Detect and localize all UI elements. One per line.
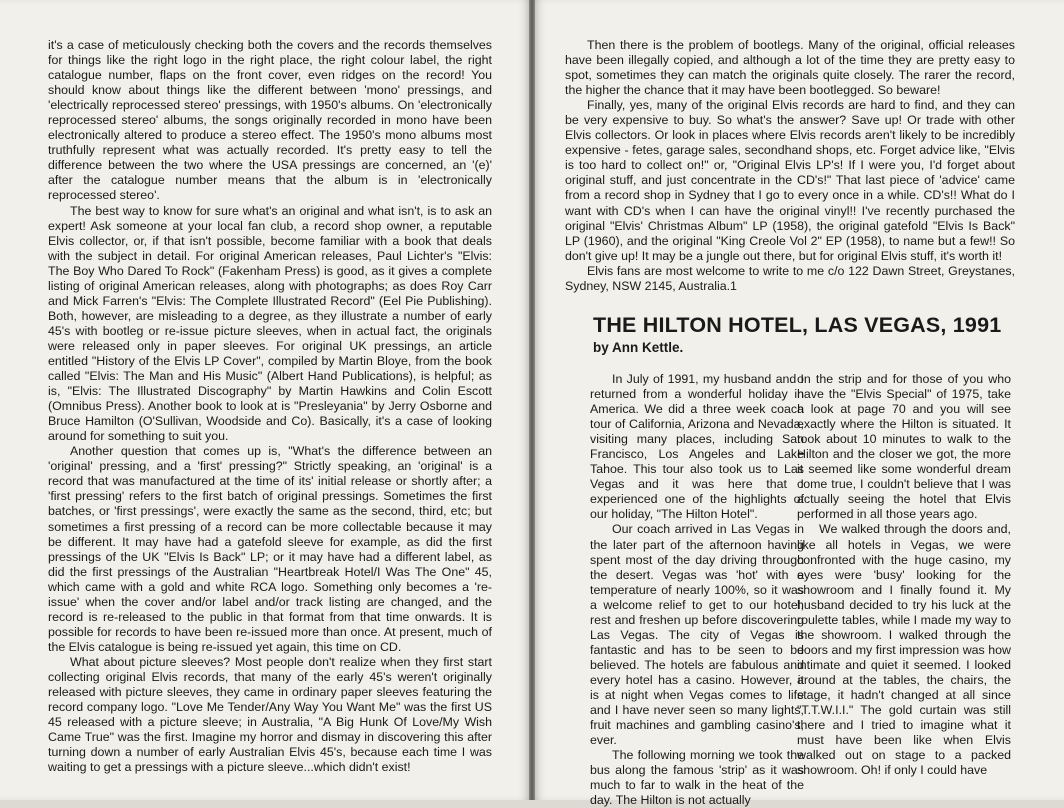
article-column-1 <box>590 372 804 808</box>
paragraph: What about picture sleeves? Most people don't realize when they first start collecting original Elvis records, that many of the early 45's weren't originally released with picture sleeves, they came in ordinary paper sleeves featuring the record company logo. "Love Me Tender/Any Way You Want Me" was the first US 45 released with a picture sleeve; in Australia, "A Big Hunk Of Love/My Wish Came True" was the first. Imagine my horror and dismay in discovering this after turning down a number of early Australian Elvis 45's, because each time I was waiting to get a pressings with a picture sleeve...which didn't exist! <box>48 654 492 775</box>
paragraph: Our coach arrived in Las Vegas in the later part of the afternoon having spent most of the day driving through the desert. Vegas was 'hot' with a temperature of nearly 100%, so it was a welcome relief to get to our hotel, rest and freshen up before discovering Las Vegas. The city of Vegas is fantastic and has to be seen to be believed. The hotels are fabulous and every hotel has a casino. However, it is at night when Vegas comes to life and I have never seen so many lights, fruit machines and gambling casino's, ever. <box>590 522 804 748</box>
paragraph: We walked through the doors and, like all hotels in Vegas, we were confronted with the huge casino, my eyes were 'busy' looking for the showroom and I finally found it. My husband decided to try his luck at the roulette tables, while I made my way to the showroom. I walked through the doors and my first impression was how intimate and quiet it seemed. I looked around at the tables, the chairs, the stage, it hadn't changed at all since "T.T.W.I.I." The gold curtain was still there and I tried to imagine what it must have been like when Elvis walked out on stage to a packed showroom. Oh! if only I could have <box>797 522 1011 778</box>
article-title: THE HILTON HOTEL, LAS VEGAS, 1991 <box>593 313 1002 337</box>
article-byline: by Ann Kettle. <box>593 340 684 355</box>
paragraph: on the strip and for those of you who have the "Elvis Special" of 1975, take a look at page 70 and you will see exactly where the Hilton is situated. It took about 10 minutes to walk to the Hilton and the closer we got, the more it seemed like some wonderful dream come true, I couldn't believe that I was actually seeing the hotel that Elvis performed in all those years ago. <box>797 372 1011 522</box>
paragraph: it's a case of meticulously checking both the covers and the records themselves for things like the right logo in the right place, the right colour label, the right catalogue number, flaps on the front cover, even ridges on the record! You should know about things like the different between 'mono' pressings, and 'electrically reprocessed stereo' pressings, with 1950's albums. On 'electronically reprocessed stereo' albums, the songs originally recorded in mono have been electronically altered to produce a stereo effect. The 1950's mono albums most truthfully represent what was actually recorded. It's pretty easy to tell the difference between the two where the USA pressings are concerned, an '(e)' after the catalogue number means that the album is in 'electronically reprocessed stereo'. <box>48 38 492 203</box>
paragraph: The best way to know for sure what's an original and what isn't, is to ask an expert! Ask someone at your local fan club, a record shop owner, a reputable Elvis collector, or, if that isn't possible, become familiar with a book that deals with the subject in detail. For original American releases, Paul Lichter's "Elvis: The Boy Who Dared To Rock" (Fakenham Press) is good, as it gives a complete listing of original American releases, along with photographs; as does Roy Carr and Mick Farren's "Elvis: The Complete Illustrated Record" (Eel Pie Publishing). Both, however, are misleading to a degree, as they illustrate a number of early 45's with bootleg or re-issue picture sleeves, when in actual fact, the originals were released only in paper sleeves. For original UK pressings, an article entitled "History of the Elvis LP Cover", compiled by Martin Bloye, from the book called "Elvis: The Man and His Music" (Albert Hand Publications), is helpful; as is, "Elvis: The Illustrated Discography" by Martin Hawkins and Colin Escott (Omnibus Press). Another book to look at is "Presleyania" by Jerry Osborne and Bruce Hamilton (O'Sullivan, Woodside and Co). Basically, it's a case of looking around for something to suit you. <box>48 203 492 444</box>
paragraph: The following morning we took the bus along the famous 'strip' as it was much to far to walk in the heat of the day. The Hilton is not actually <box>590 748 804 808</box>
left-page-body <box>48 38 492 775</box>
left-page <box>0 0 529 800</box>
paragraph: In July of 1991, my husband and I returned from a wonderful holiday in America. We did a three week coach tour of California, Arizona and Nevada, visiting many places, including San Francisco, Los Angeles and Lake Tahoe. This tour also took us to Las Vegas and it was here that I experienced one of the highlights of our holiday, "The Hilton Hotel". <box>590 372 804 522</box>
paragraph: Finally, yes, many of the original Elvis records are hard to find, and they can be very expensive to buy. So what's the answer? Save up! Or trade with other Elvis collectors. Or look in places where Elvis records aren't likely to be incredibly expensive - fetes, garage sales, secondhand shops, etc. Forget advice like, "Elvis is too hard to collect on!" or, "Original Elvis LP's! If I were you, I'd forget about original stuff, and just concentrate in the CD's!" That last piece of 'advice' came from a record shop in Sydney that I go to every once in a while. CD's!! What do I want with CD's when I can have the original vinyl!! I've recently purchased the original "Elvis' Christmas Album" LP (1958), the original gatefold "Elvis Is Back" LP (1960), and the original "King Creole Vol 2" EP (1958), to name but a few!! So don't give up! It may be a jungle out there, but for original Elvis stuff, it's worth it! <box>565 98 1015 263</box>
right-page-body <box>565 38 1015 294</box>
paragraph: Then there is the problem of bootlegs. Many of the original, official releases have been illegally copied, and although a lot of the time they are pretty easy to spot, sometimes they can match the originals quite closely. The rarer the record, the higher the chance that it may have been bootlegged. So beware! <box>565 38 1015 98</box>
article-column-2 <box>797 372 1011 778</box>
right-page <box>535 0 1064 808</box>
paragraph: Another question that comes up is, "What's the difference between an 'original' pressing, and a 'first' pressing?" Strictly speaking, an 'original' is a record that was manufactured at the time of its' initial release or shortly after; a 'first pressing' refers to the first batch of original pressings. Sometimes the first batches, or 'first pressings', were exactly the same as the second, third, etc; but sometimes a first pressing of a record can be more collectable because it may be different. It may have had a gatefold sleeve for example, as did the first pressings of the UK "Elvis Is Back" LP; or it may have had a different label, as did the first pressings of the Australian "Heartbreak Hotel/I Was The One" 45, which came with a gold and white RCA logo. Something only becomes a 're-issue' when the cover and/or label and/or track listing are changed, and the record is re-released to the public in that format from that time onwards. It is possible for records to have been re-issued more than once. At present, much of the Elvis catalogue is being re-issued yet again, this time on CD. <box>48 444 492 654</box>
paragraph: Elvis fans are most welcome to write to me c/o 122 Dawn Street, Greystanes, Sydney, NSW 2145, Australia.1 <box>565 263 1015 293</box>
